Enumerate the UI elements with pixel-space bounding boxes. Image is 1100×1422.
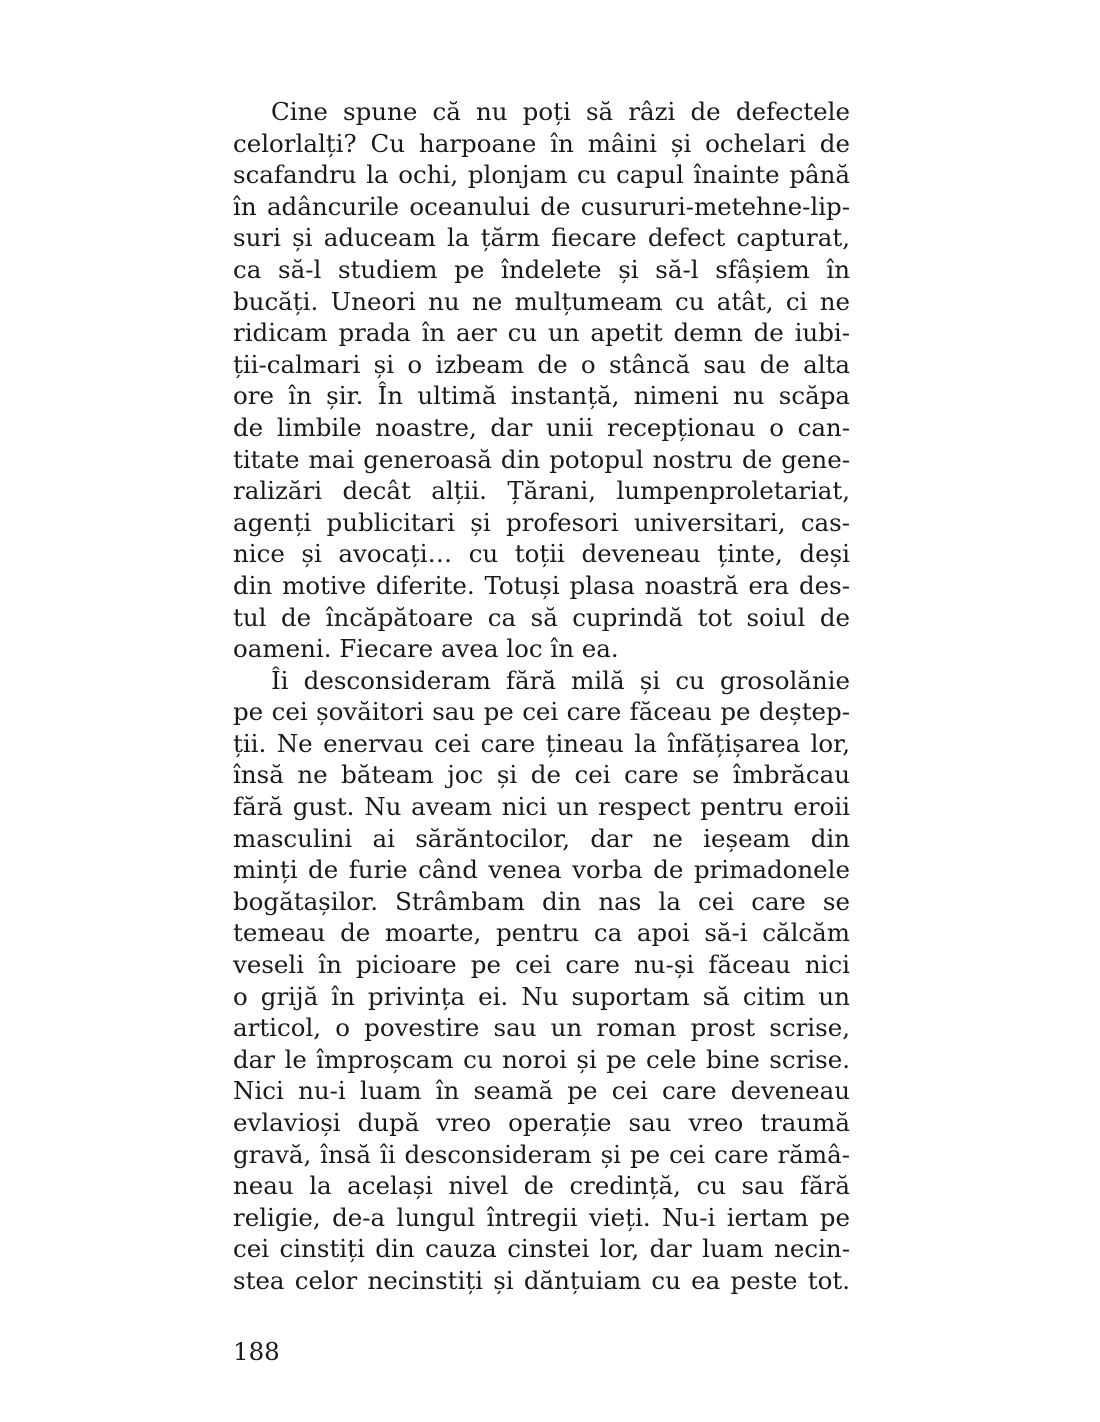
text-line: bucăți. Uneori nu ne mulțumeam cu atât, ci ne — [233, 286, 850, 316]
text-line: ralizări decât alții. Țărani, lumpenproletariat, — [233, 476, 850, 506]
text-line: suri și aduceam la țărm fiecare defect capturat, — [233, 223, 850, 253]
text-line: de limbile noastre, dar unii recepționau o can- — [233, 412, 850, 442]
text-line: gravă, însă îi desconsideram și pe cei care rămâ- — [233, 1139, 850, 1169]
text-line: însă ne băteam joc și de cei care se îmbrăcau — [233, 760, 850, 790]
text-line: ții-calmari și o izbeam de o stâncă sau de alta — [233, 349, 850, 379]
text-line: agenți publicitari și profesori universitari, cas- — [233, 507, 850, 537]
text-line: pe cei șovăitori sau pe cei care făceau pe deștep- — [233, 697, 850, 727]
text-line: ridicam prada în aer cu un apetit demn de iubi- — [233, 318, 850, 348]
text-line: religie, de-a lungul întregii vieți. Nu-i iertam pe — [233, 1202, 850, 1232]
page-number: 188 — [233, 1337, 280, 1366]
text-line: temeau de moarte, pentru ca apoi să-i călcăm — [233, 918, 850, 948]
text-line: neau la același nivel de credință, cu sau fără — [233, 1171, 850, 1201]
text-line: cei cinstiți din cauza cinstei lor, dar luam necin- — [233, 1234, 850, 1264]
text-line: titate mai generoasă din potopul nostru de gene- — [233, 444, 850, 474]
text-line: masculini ai sărăntocilor, dar ne ieșeam din — [233, 823, 850, 853]
text-line: bogătașilor. Strâmbam din nas la cei care se — [233, 886, 850, 916]
text-line: celorlalți? Cu harpoane în mâini și ochelari de — [233, 128, 850, 158]
text-line: ca să-l studiem pe îndelete și să-l sfâșiem în — [233, 254, 850, 284]
text-line: tul de încăpătoare ca să cuprindă tot soiul de — [233, 602, 850, 632]
paragraph — [233, 96, 850, 665]
text-line: în adâncurile oceanului de cusururi-metehne-lip- — [233, 191, 850, 221]
text-line: scafandru la ochi, plonjam cu capul înainte până — [233, 160, 850, 190]
text-line: din motive diferite. Totuși plasa noastră era des- — [233, 570, 850, 600]
text-line: stea celor necinstiți și dănțuiam cu ea peste tot. — [233, 1265, 850, 1295]
text-line: ore în șir. În ultimă instanță, nimeni nu scăpa — [233, 381, 850, 411]
text-line: fără gust. Nu aveam nici un respect pentru eroii — [233, 792, 850, 822]
text-line: articol, o povestire sau un roman prost scrise, — [233, 1013, 850, 1043]
text-line: Nici nu-i luam în seamă pe cei care deveneau — [233, 1076, 850, 1106]
text-line: o grijă în privința ei. Nu suportam să citim un — [233, 981, 850, 1011]
text-line: evlavioși după vreo operație sau vreo traumă — [233, 1108, 850, 1137]
text-line: nice și avocați… cu toții deveneau ținte, deși — [233, 539, 850, 569]
body-text — [233, 96, 850, 1297]
paragraph — [233, 665, 850, 1297]
text-line: Îi desconsideram fără milă și cu grosolănie — [271, 665, 850, 695]
text-line: ții. Ne enervau cei care țineau la înfățișarea lor, — [233, 728, 850, 758]
text-line: oameni. Fiecare avea loc în ea. — [233, 634, 619, 664]
text-line: dar le împroșcam cu noroi și pe cele bine scrise. — [233, 1044, 850, 1074]
text-line: minți de furie când venea vorba de primadonele — [233, 855, 850, 885]
text-line: Cine spune că nu poți să râzi de defectele — [271, 97, 850, 126]
text-line: veseli în picioare pe cei care nu-și făceau nici — [233, 950, 850, 980]
